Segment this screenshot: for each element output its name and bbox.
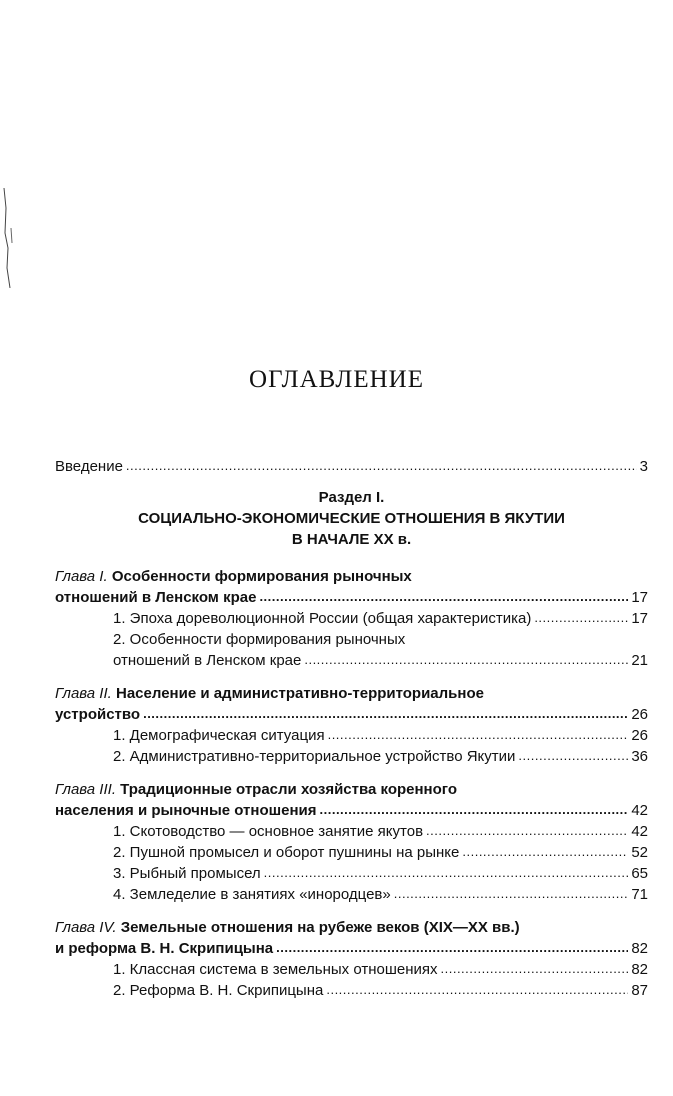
toc-subentry-line2[interactable]: [55, 650, 648, 671]
entry-title: 1. Классная система в земельных отношениях: [113, 961, 438, 978]
toc-subentry[interactable]: [55, 725, 648, 746]
dot-leader: [441, 958, 629, 979]
entry-title: 4. Земледелие в занятиях «инородцев»: [113, 886, 391, 903]
entry-title: 2. Особенности формирования рыночных: [113, 631, 406, 648]
table-of-contents: [55, 456, 648, 1001]
chapter-3: [55, 779, 648, 905]
page-number: 17: [631, 610, 648, 627]
page-number: 82: [631, 961, 648, 978]
page-title: ОГЛАВЛЕНИЕ: [249, 366, 424, 393]
chapter-title-line2[interactable]: [55, 800, 648, 821]
entry-title: 2. Административно-территориальное устройство Якутии: [113, 748, 516, 765]
entry-title: 1. Эпоха дореволюционной России (общая характеристика): [113, 610, 532, 627]
chapter-name: Земельные отношения на рубеже веков (XIX—XX вв.): [120, 919, 520, 936]
chapter-title-line2[interactable]: [55, 587, 648, 608]
entry-title: 1. Демографическая ситуация: [113, 727, 325, 744]
chapter-title-line1[interactable]: [55, 779, 648, 800]
toc-subentry[interactable]: [55, 863, 648, 884]
dot-leader: [264, 862, 629, 883]
toc-subentry[interactable]: [55, 608, 648, 629]
dot-leader: [518, 745, 628, 766]
page-number: 71: [631, 886, 648, 903]
toc-subentry[interactable]: [55, 821, 648, 842]
page-number: 65: [631, 865, 648, 882]
chapter-name: Население и административно-территориальное: [116, 685, 484, 702]
chapter-title-line1[interactable]: [55, 683, 648, 704]
dot-leader: [534, 607, 628, 628]
dot-leader: [304, 649, 628, 670]
page-number: 87: [631, 982, 648, 999]
toc-subentry-line1[interactable]: [55, 629, 648, 650]
section-title-line2: В НАЧАЛЕ XX в.: [291, 531, 412, 548]
dot-leader: [143, 703, 628, 724]
toc-subentry[interactable]: [55, 884, 648, 905]
entry-title: 1. Скотоводство — основное занятие якутов: [113, 823, 424, 840]
section-heading: [55, 487, 648, 550]
dot-leader: [259, 586, 628, 607]
toc-subentry[interactable]: [55, 980, 648, 1001]
dot-leader: [394, 883, 629, 904]
dot-leader: [126, 455, 637, 476]
page-number: 26: [631, 706, 648, 723]
chapter-label: Глава II.: [55, 685, 112, 702]
page-number: 21: [631, 652, 648, 669]
dot-leader: [326, 979, 628, 1000]
chapter-1: [55, 566, 648, 671]
entry-title: 2. Пушной промысел и оборот пушнины на рынке: [113, 844, 460, 861]
chapter-4: [55, 917, 648, 1001]
toc-subentry[interactable]: [55, 959, 648, 980]
dot-leader: [328, 724, 629, 745]
entry-title: 2. Реформа В. Н. Скрипицына: [113, 982, 324, 999]
page-number: 36: [631, 748, 648, 765]
chapter-title-line2[interactable]: [55, 704, 648, 725]
page-number: 42: [631, 823, 648, 840]
entry-title: 3. Рыбный промысел: [113, 865, 261, 882]
chapter-title-line2[interactable]: [55, 938, 648, 959]
section-title-line1: СОЦИАЛЬНО-ЭКОНОМИЧЕСКИЕ ОТНОШЕНИЯ В ЯКУТИИ: [138, 510, 565, 527]
dot-leader: [426, 820, 628, 841]
entry-title: отношений в Ленском крае: [55, 589, 257, 606]
toc-subentry[interactable]: [55, 842, 648, 863]
entry-title: и реформа В. Н. Скрипицына: [55, 940, 274, 957]
page-number: 82: [631, 940, 648, 957]
toc-subentry[interactable]: [55, 746, 648, 767]
chapter-label: Глава III.: [55, 781, 116, 798]
chapter-name: Особенности формирования рыночных: [111, 568, 412, 585]
dot-leader: [276, 937, 628, 958]
entry-title: устройство: [55, 706, 141, 723]
page-number: 3: [639, 458, 648, 475]
chapter-label: Глава IV.: [55, 919, 117, 936]
toc-entry-intro[interactable]: [55, 456, 648, 477]
page-number: 26: [631, 727, 648, 744]
section-label: Раздел I.: [318, 489, 385, 506]
chapter-title-line1[interactable]: [55, 917, 648, 938]
dot-leader: [462, 841, 628, 862]
chapter-2: [55, 683, 648, 767]
scan-artifact: [2, 188, 14, 288]
chapter-title-line1[interactable]: [55, 566, 648, 587]
entry-title: отношений в Ленском крае: [113, 652, 302, 669]
chapter-name: Традиционные отрасли хозяйства коренного: [120, 781, 457, 798]
entry-title: Введение: [55, 458, 123, 475]
page-number: 42: [631, 802, 648, 819]
page-number: 17: [631, 589, 648, 606]
chapter-label: Глава I.: [55, 568, 108, 585]
entry-title: населения и рыночные отношения: [55, 802, 317, 819]
page-number: 52: [631, 844, 648, 861]
dot-leader: [320, 799, 629, 820]
